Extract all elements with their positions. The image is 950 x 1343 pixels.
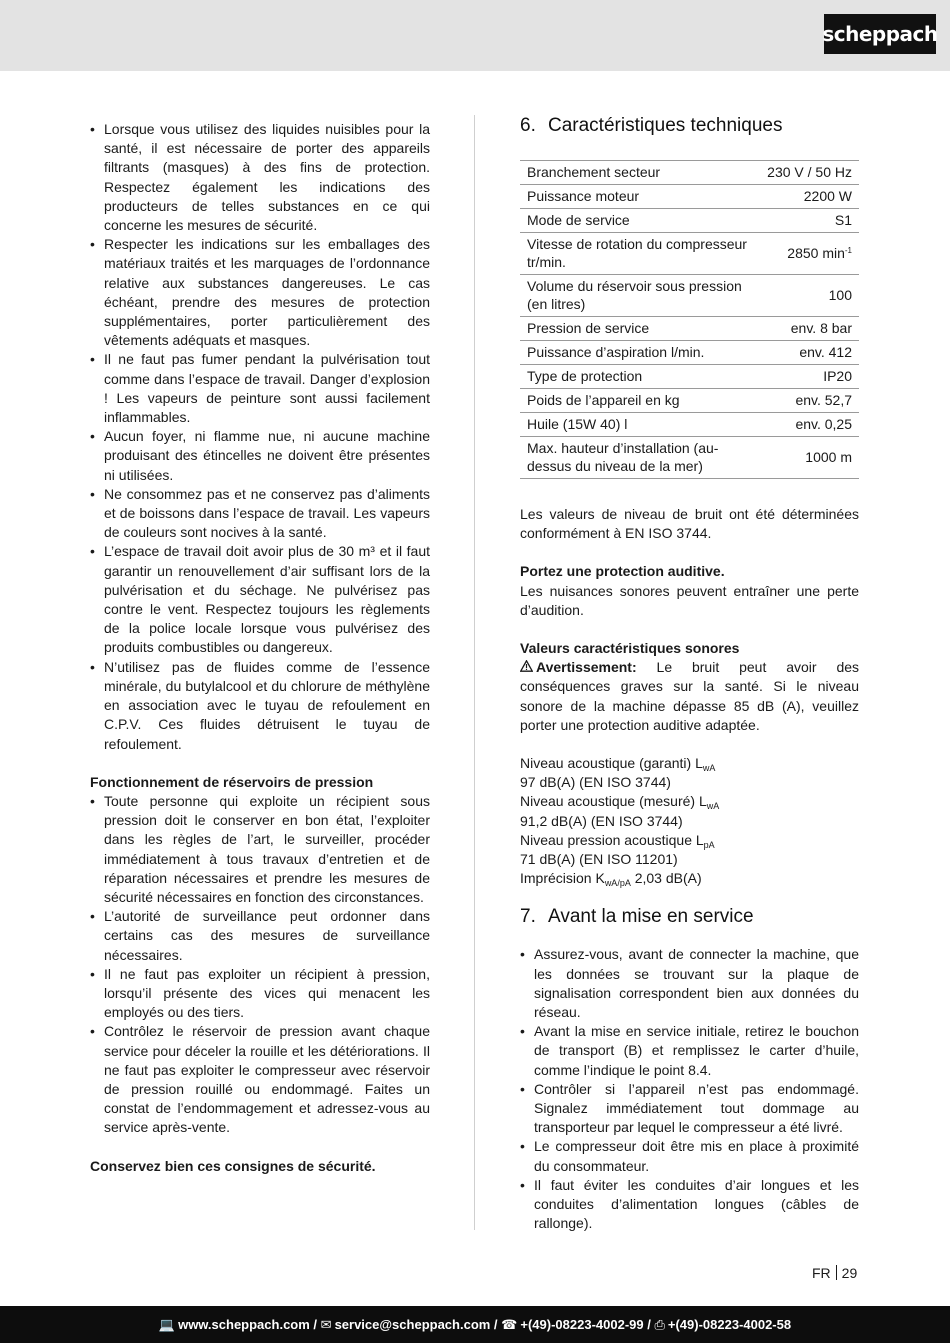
spec-value-text: 2850 min	[787, 245, 845, 261]
warning-triangle-icon	[520, 658, 536, 677]
acoustic-label-text: Niveau acoustique (mesuré) L	[520, 793, 707, 810]
spec-value: env. 0,25	[760, 413, 859, 437]
list-item: • Toute personne qui exploite un récipient sous pression doit le conserver en bon état, l’exploiter dans les règles de l’art, le surveiller, procéder immédiatement à tous travaux d’entretien et de réparation nécessaires et prendre les mesures de sécurité nécessaires en fonction des circonstances.	[90, 792, 430, 907]
spec-value: 2200 W	[760, 185, 859, 209]
footer-fax: +(49)-08223-4002-58	[667, 1317, 792, 1332]
imprecision-subscript: wA/pA	[604, 878, 631, 889]
table-row	[520, 209, 859, 233]
hearing-protection-heading: Portez une protection auditive.	[520, 563, 725, 580]
spec-label: Puissance d’aspiration l/min.	[520, 341, 760, 365]
hearing-protection-text: Les nuisances sonores peuvent entraîner une perte d’audition.	[520, 582, 859, 618]
list-item: • Contrôlez le réservoir de pression avant chaque service pour déceler la rouille et les détériorations. Il ne faut pas exploiter le compresseur avec réservoir de pression rouillé ou endommagé. Faites un constat de l’endommagement et adressez-vous au service après-vente.	[90, 1022, 430, 1137]
spec-label: Type de protection	[520, 365, 760, 389]
spec-label: Branchement secteur	[520, 161, 760, 185]
imprecision-label: Imprécision K	[520, 870, 605, 887]
pressure-vessel-list	[90, 792, 430, 1138]
spec-label: Max. hauteur d’installation (au-dessus du niveau de la mer)	[520, 437, 760, 479]
noise-intro: Les valeurs de niveau de bruit ont été déterminées conformément à EN ISO 3744.	[520, 506, 859, 542]
table-row	[520, 233, 859, 275]
acoustic-value: 97 dB(A) (EN ISO 3744)	[520, 774, 671, 791]
list-item: • Respecter les indications sur les emballages des matériaux traités et les marquages de l’ordonnance relative aux substances dangereuses. Le cas échéant, prendre des mesures de protection supplémentaires, porter particulièrement des vêtements adéquats et masques.	[90, 235, 430, 350]
spec-value: 1000 m	[760, 437, 859, 479]
section-title: Caractéristiques techniques	[548, 115, 783, 136]
spec-value: env. 52,7	[760, 389, 859, 413]
page-footer	[0, 1306, 950, 1343]
spec-label: Pression de service	[520, 317, 760, 341]
page-number-value: 29	[841, 1265, 858, 1281]
section-6-heading	[520, 113, 859, 139]
safety-list	[90, 120, 430, 754]
acoustic-label-text: Niveau pression acoustique L	[520, 831, 704, 848]
imprecision-line	[520, 869, 859, 888]
list-item: • Avant la mise en service initiale, retirez le bouchon de transport (B) et remplissez le carter d’huile, comme l’indique le point 8.4.	[520, 1022, 859, 1080]
acoustic-value: 71 dB(A) (EN ISO 11201)	[520, 851, 678, 868]
spec-value: IP20	[760, 365, 859, 389]
warning-label: Avertissement:	[536, 659, 637, 676]
list-item: • Il faut éviter les conduites d’air longues et les conduites d’alimentation longues (câbles de rallonge).	[520, 1176, 859, 1234]
table-row	[520, 341, 859, 365]
phone-icon: ☎	[501, 1316, 518, 1332]
table-row	[520, 161, 859, 185]
table-row	[520, 413, 859, 437]
imprecision-value: 2,03 dB(A)	[634, 870, 702, 887]
list-item: • N’utilisez pas de fluides comme de l’essence minérale, du butylalcool et du chlorure de méthylène en association avec le tuyau de refoulement en C.P.V. Ces fluides détruisent le tuyau de refoulement.	[90, 658, 430, 754]
spec-value: env. 412	[760, 341, 859, 365]
footer-phone: +(49)-08223-4002-99 /	[520, 1317, 651, 1332]
acoustic-label-text: Niveau acoustique (garanti) L	[520, 755, 703, 772]
page-header	[0, 0, 950, 71]
page-language: FR	[812, 1265, 831, 1281]
list-item: • Le compresseur doit être mis en place à proximité du consommateur.	[520, 1137, 859, 1175]
technical-specs-table	[520, 160, 859, 479]
envelope-icon: ✉	[320, 1316, 332, 1332]
acoustic-values	[520, 754, 859, 888]
spec-value-exponent: -1	[844, 246, 852, 255]
footer-website[interactable]: www.scheppach.com /	[178, 1317, 318, 1332]
right-column	[520, 113, 859, 1234]
laptop-icon: 💻	[158, 1316, 176, 1332]
spec-label: Poids de l’appareil en kg	[520, 389, 760, 413]
acoustic-label	[520, 831, 859, 850]
acoustic-label	[520, 754, 859, 773]
warning-paragraph	[520, 658, 859, 735]
left-column	[90, 120, 430, 1176]
section-7-heading	[520, 904, 859, 930]
spec-value: 230 V / 50 Hz	[760, 161, 859, 185]
table-row	[520, 317, 859, 341]
closing-note: Conservez bien ces consignes de sécurité.	[90, 1157, 376, 1174]
spec-label: Puissance moteur	[520, 185, 760, 209]
table-row	[520, 185, 859, 209]
list-item: • Aucun foyer, ni flamme nue, ni aucune machine produisant des étincelles ne doivent être présentes ni utilisées.	[90, 427, 430, 485]
spec-label: Huile (15W 40) l	[520, 413, 760, 437]
list-item: • Ne consommez pas et ne conservez pas d’aliments et de boissons dans l’espace de travail. Les vapeurs de couleurs sont nocives à la santé.	[90, 485, 430, 543]
scheppach-logo: scheppach	[824, 14, 936, 54]
spec-value: env. 8 bar	[760, 317, 859, 341]
sound-values-heading: Valeurs caractéristiques sonores	[520, 640, 740, 657]
spec-label: Mode de service	[520, 209, 760, 233]
list-item: • Il ne faut pas fumer pendant la pulvérisation tout comme dans l’espace de travail. Danger d’explosion ! Les vapeurs de peinture sont aussi facilement inflammables.	[90, 350, 430, 427]
acoustic-subscript: wA	[702, 763, 716, 774]
spec-label: Vitesse de rotation du compresseur tr/min.	[520, 233, 760, 275]
spec-label: Volume du réservoir sous pression (en litres)	[520, 275, 760, 317]
list-item: • L’espace de travail doit avoir plus de 30 m³ et il faut garantir un renouvellement d’air suffisant lors de la pulvérisation et du séchage. Ne pulvérisez pas contre le vent. Respectez toujours les règlements de la police locale lorsque vous pulvérisez des produits combustibles ou dangereux.	[90, 542, 430, 657]
acoustic-subscript: wA	[706, 801, 720, 812]
page-number-separator	[836, 1265, 837, 1280]
warning-text: Le bruit peut avoir des conséquences graves sur la santé. Si le niveau sonore de la machine dépasse 85 dB (A), veuillez porter une protection auditive adaptée.	[520, 659, 860, 733]
section-title: Avant la mise en service	[548, 906, 754, 928]
acoustic-subscript: pA	[703, 839, 715, 850]
section-number: 6.	[520, 115, 536, 136]
pressure-vessel-heading: Fonctionnement de réservoirs de pression	[90, 773, 374, 790]
table-row	[520, 275, 859, 317]
acoustic-label	[520, 792, 859, 811]
footer-email[interactable]: service@scheppach.com /	[334, 1317, 498, 1332]
list-item: • Lorsque vous utilisez des liquides nuisibles pour la santé, il est nécessaire de porter des appareils filtrants (masques) à des fins de protection. Respectez également les indications des producteurs de telles substances en ce qui concerne les mesures de sécurité.	[90, 120, 430, 235]
list-item: • L’autorité de surveillance peut ordonner dans certains cas des mesures de surveillance nécessaires.	[90, 907, 430, 965]
section-number: 7.	[520, 906, 536, 928]
acoustic-value: 91,2 dB(A) (EN ISO 3744)	[520, 812, 683, 829]
table-row	[520, 365, 859, 389]
spec-value: S1	[760, 209, 859, 233]
column-divider	[474, 115, 475, 1230]
startup-list	[520, 945, 859, 1233]
table-row	[520, 389, 859, 413]
spec-value: 100	[760, 275, 859, 317]
list-item: • Assurez-vous, avant de connecter la machine, que les données se trouvant sur la plaque de signalisation correspondent bien aux données du réseau.	[520, 945, 859, 1022]
list-item: • Contrôler si l’appareil n’est pas endommagé. Signalez immédiatement tout dommage au transporteur par lequel le compresseur a été livré.	[520, 1080, 859, 1138]
list-item: • Il ne faut pas exploiter un récipient à pression, lorsqu’il présente des vices qui menacent les employés ou des tiers.	[90, 965, 430, 1023]
fax-icon: ⎙	[654, 1316, 665, 1332]
spec-value	[760, 233, 859, 275]
page-number	[812, 1265, 857, 1281]
table-row	[520, 437, 859, 479]
